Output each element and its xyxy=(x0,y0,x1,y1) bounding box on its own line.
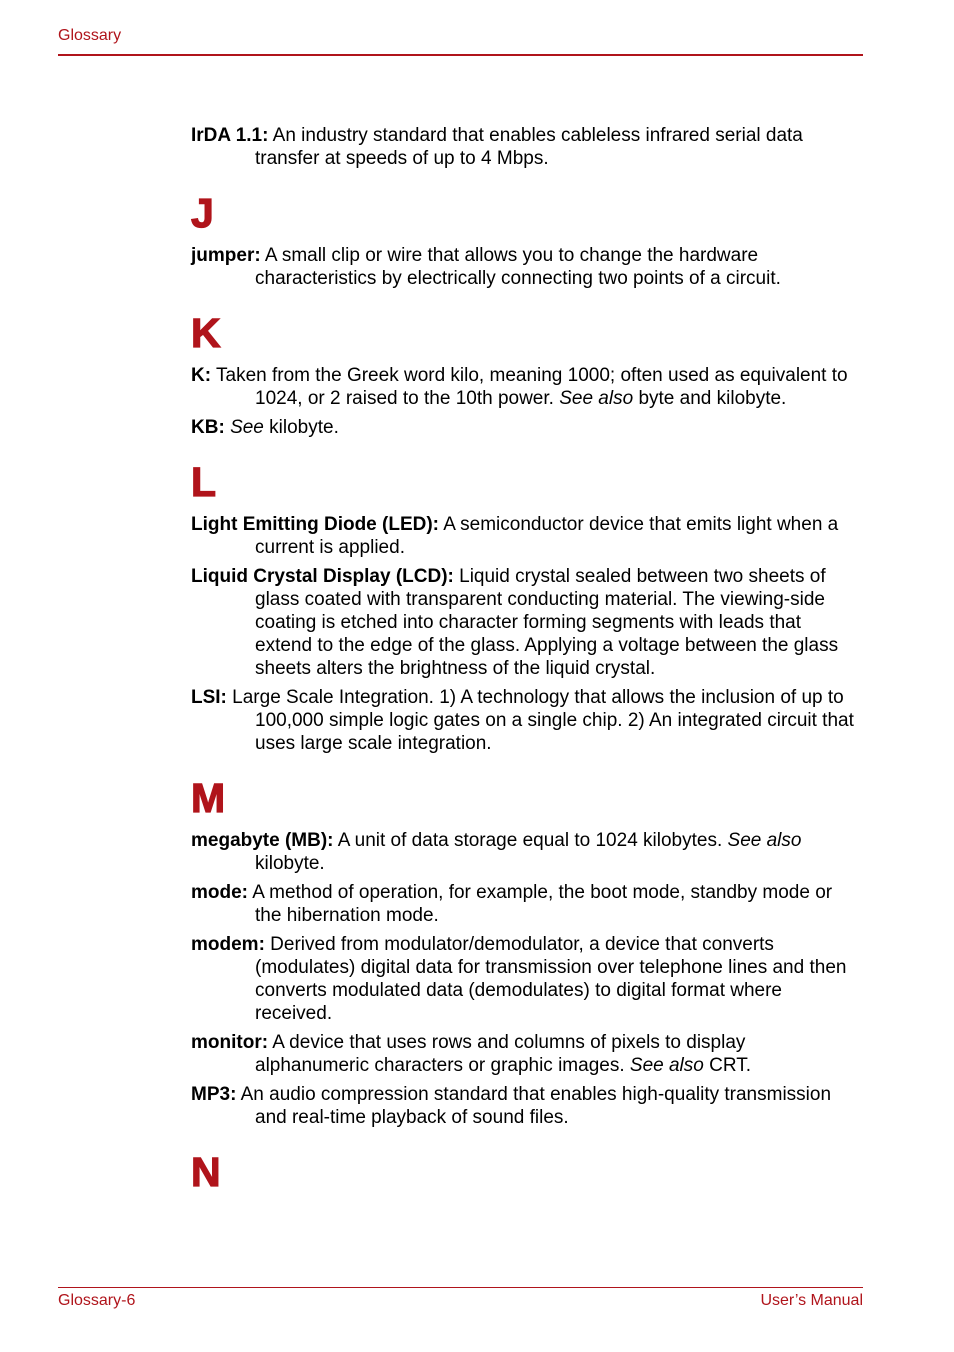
definition-tail: byte and kilobyte. xyxy=(633,388,787,409)
glossary-entry-lsi xyxy=(191,686,863,755)
glossary-entry-lcd xyxy=(191,565,863,680)
definition: Derived from modulator/demodulator, a device that converts (modulates) digital data for transmission over telephone lines and then converts modulated data (demodulates) to digital format where received. xyxy=(255,934,847,1024)
term: Light Emitting Diode (LED): xyxy=(191,514,440,535)
definition: An audio compression standard that enables high-quality transmission and real-time playback of sound files. xyxy=(236,1084,832,1128)
glossary-entry-modem xyxy=(191,933,863,1025)
term: LSI: xyxy=(191,687,227,708)
glossary-entry-led xyxy=(191,513,863,559)
definition: A semiconductor device that emits light when a current is applied. xyxy=(255,514,839,558)
see-also: See also xyxy=(727,830,802,851)
footer-rule xyxy=(58,1287,863,1288)
term: modem: xyxy=(191,934,265,955)
definition: A unit of data storage equal to 1024 kilobytes. xyxy=(333,830,728,851)
manual-title: User’s Manual xyxy=(760,1292,863,1309)
definition: Large Scale Integration. 1) A technology that allows the inclusion of up to 100,000 simple logic gates on a single chip. 2) An integrated circuit that uses large scale integration. xyxy=(226,687,854,754)
section-letter-l: L xyxy=(191,459,217,505)
see-also: See also xyxy=(559,388,634,409)
glossary-entry-irda xyxy=(191,124,863,170)
term: KB: xyxy=(191,417,225,438)
definition: A small clip or wire that allows you to change the hardware characteristics by electrically connecting two points of a circuit. xyxy=(255,245,781,289)
term: jumper: xyxy=(191,245,261,266)
definition: An industry standard that enables cableless infrared serial data transfer at speeds of up to 4 Mbps. xyxy=(255,125,803,169)
term: monitor: xyxy=(191,1032,269,1053)
section-letter-n: N xyxy=(191,1149,221,1195)
definition: Liquid crystal sealed between two sheets of glass coated with transparent conducting material. The viewing-side coating is etched into character forming segments with leads that extend to the edge of the glass. Applying a voltage between the glass sheets alters the brightness of the liquid crystal. xyxy=(255,566,839,679)
term: IrDA 1.1: xyxy=(191,125,269,146)
definition: Taken from the Greek word kilo, meaning 1000; often used as equivalent to 1024, or 2 raised to the 10th power. xyxy=(211,365,848,409)
section-letter-j: J xyxy=(191,190,214,236)
glossary-content xyxy=(191,124,863,1203)
definition: A device that uses rows and columns of pixels to display alphanumeric characters or graphic images. xyxy=(255,1032,746,1076)
glossary-entry-mp3 xyxy=(191,1083,863,1129)
term: K: xyxy=(191,365,212,386)
section-letter-m: M xyxy=(191,775,226,821)
see: See xyxy=(230,417,264,438)
term: megabyte (MB): xyxy=(191,830,334,851)
term: Liquid Crystal Display (LCD): xyxy=(191,566,454,587)
glossary-entry-kb xyxy=(191,416,863,439)
term: MP3: xyxy=(191,1084,237,1105)
glossary-entry-megabyte xyxy=(191,829,863,875)
see-also: See also xyxy=(629,1055,704,1076)
glossary-entry-monitor xyxy=(191,1031,863,1077)
definition: kilobyte. xyxy=(263,417,339,438)
section-letter-k: K xyxy=(191,310,221,356)
definition-tail: kilobyte. xyxy=(255,853,325,874)
definition-tail: CRT. xyxy=(703,1055,752,1076)
definition: A method of operation, for example, the boot mode, standby mode or the hibernation mode. xyxy=(248,882,833,926)
running-header: Glossary xyxy=(58,27,122,44)
glossary-entry-jumper xyxy=(191,244,863,290)
glossary-entry-mode xyxy=(191,881,863,927)
glossary-entry-k xyxy=(191,364,863,410)
page-number: Glossary-6 xyxy=(58,1292,136,1309)
term: mode: xyxy=(191,882,248,903)
header-rule xyxy=(58,54,863,56)
